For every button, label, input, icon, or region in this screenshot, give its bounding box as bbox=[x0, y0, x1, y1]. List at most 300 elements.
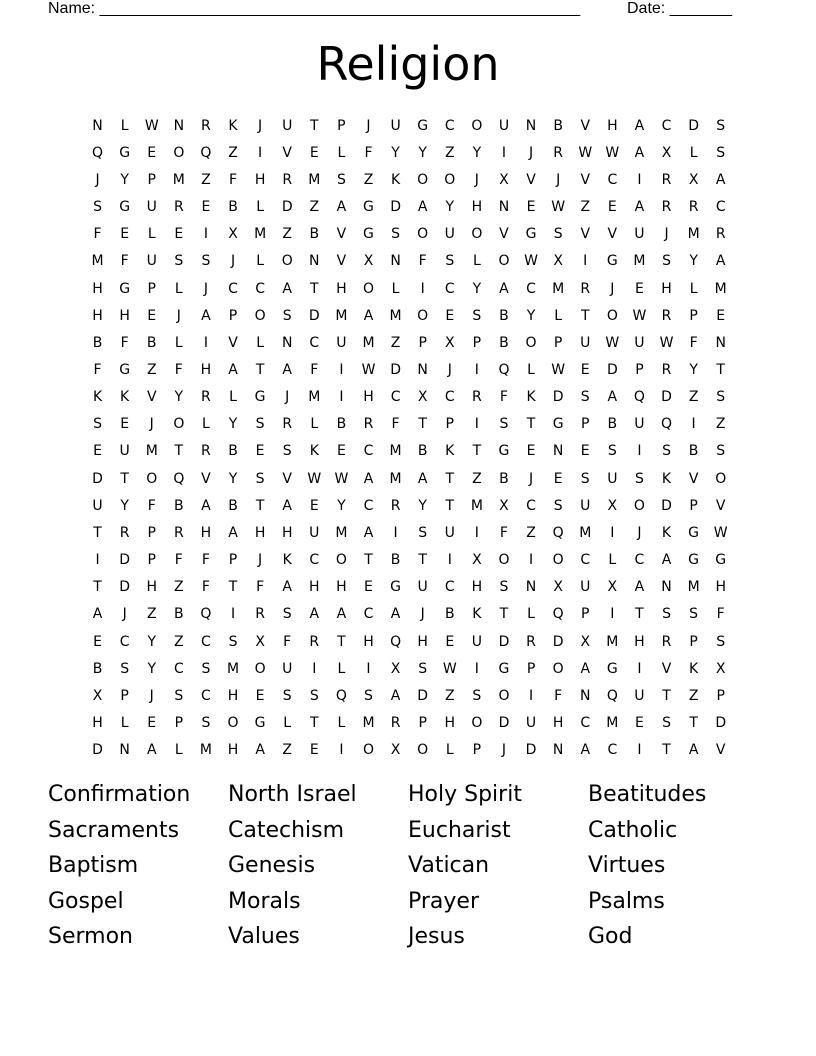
grid-letter: T bbox=[418, 552, 427, 569]
grid-letter: X bbox=[607, 579, 618, 596]
grid-letter: X bbox=[417, 389, 428, 406]
grid-letter: S bbox=[93, 416, 102, 433]
grid-letter: T bbox=[635, 606, 644, 623]
grid-letter: L bbox=[120, 715, 129, 732]
grid-letter: S bbox=[662, 443, 671, 460]
grid-letter: S bbox=[580, 470, 590, 487]
grid-letter: A bbox=[228, 361, 238, 378]
grid-letter: R bbox=[201, 117, 211, 134]
grid-letter: S bbox=[336, 171, 346, 188]
grid-letter: L bbox=[689, 144, 698, 161]
grid-letter: V bbox=[661, 660, 672, 677]
grid-letter: N bbox=[552, 443, 564, 460]
grid-letter: P bbox=[174, 715, 184, 732]
grid-letter: L bbox=[472, 253, 481, 270]
grid-letter: H bbox=[92, 307, 103, 324]
grid-letter: N bbox=[309, 253, 320, 270]
word-list-item: Catechism bbox=[228, 817, 345, 843]
grid-letter: P bbox=[553, 334, 563, 351]
grid-letter: S bbox=[716, 389, 726, 406]
grid-letter: A bbox=[201, 307, 211, 324]
grid-letter: K bbox=[445, 443, 455, 460]
grid-letter: G bbox=[606, 253, 618, 270]
grid-letter: G bbox=[119, 280, 131, 297]
word-list-item: Gospel bbox=[48, 888, 124, 914]
grid-letter: T bbox=[418, 416, 427, 433]
grid-letter: E bbox=[309, 497, 319, 514]
grid-letter: C bbox=[309, 334, 320, 351]
grid-letter: N bbox=[715, 334, 726, 351]
grid-letter: F bbox=[418, 253, 427, 270]
grid-letter: S bbox=[255, 416, 265, 433]
grid-letter: E bbox=[93, 443, 102, 460]
grid-letter: N bbox=[525, 117, 537, 134]
grid-letter: U bbox=[580, 579, 591, 596]
grid-letter: E bbox=[526, 443, 536, 460]
grid-letter: T bbox=[499, 606, 509, 623]
grid-letter: O bbox=[498, 552, 510, 569]
grid-letter: C bbox=[228, 280, 238, 297]
grid-letter: B bbox=[499, 470, 509, 487]
grid-letter: U bbox=[607, 470, 618, 487]
word-list-item: Values bbox=[228, 924, 300, 950]
grid-letter: L bbox=[445, 742, 454, 759]
grid-letter: N bbox=[119, 742, 130, 759]
grid-letter: M bbox=[579, 524, 592, 541]
grid-letter: E bbox=[364, 579, 373, 596]
grid-letter: U bbox=[444, 226, 455, 243]
grid-letter: P bbox=[689, 633, 698, 650]
grid-letter: C bbox=[390, 389, 401, 406]
grid-letter: U bbox=[580, 497, 591, 514]
grid-letter: M bbox=[606, 633, 619, 650]
grid-letter: X bbox=[553, 253, 563, 270]
grid-letter: M bbox=[172, 171, 185, 188]
grid-letter: W bbox=[307, 470, 322, 487]
header bbox=[48, 0, 748, 20]
grid-letter: U bbox=[146, 253, 157, 270]
grid-letter: R bbox=[173, 199, 184, 216]
grid-letter: F bbox=[364, 144, 373, 161]
grid-letter: V bbox=[688, 470, 699, 487]
grid-letter: C bbox=[444, 579, 455, 596]
grid-letter: P bbox=[445, 416, 454, 433]
grid-letter: P bbox=[228, 307, 238, 324]
grid-letter: A bbox=[634, 117, 645, 134]
grid-letter: G bbox=[119, 199, 131, 216]
grid-letter: T bbox=[716, 361, 725, 378]
grid-letter: Z bbox=[201, 171, 211, 188]
grid-letter: P bbox=[472, 742, 482, 759]
grid-letter: U bbox=[525, 715, 537, 732]
grid-letter: M bbox=[687, 226, 700, 243]
grid-letter: I bbox=[474, 660, 479, 677]
grid-letter: T bbox=[472, 443, 482, 460]
word-list-item: Sermon bbox=[48, 924, 133, 950]
grid-letter: Z bbox=[282, 226, 292, 243]
grid-letter: Q bbox=[661, 416, 673, 433]
grid-letter: S bbox=[499, 416, 509, 433]
grid-letter: X bbox=[607, 497, 618, 514]
grid-letter: Z bbox=[715, 416, 726, 433]
grid-letter: C bbox=[661, 117, 672, 134]
grid-letter: S bbox=[255, 470, 265, 487]
grid-letter: E bbox=[120, 416, 130, 433]
grid-letter: C bbox=[363, 497, 374, 514]
grid-letter: S bbox=[716, 443, 726, 460]
word-list-item: Sacraments bbox=[48, 817, 180, 843]
grid-letter: C bbox=[526, 497, 536, 514]
grid-letter: C bbox=[444, 280, 455, 297]
grid-letter: I bbox=[637, 171, 642, 188]
grid-letter: N bbox=[552, 742, 564, 759]
grid-letter: T bbox=[93, 579, 102, 596]
grid-letter: S bbox=[607, 443, 617, 460]
grid-letter: S bbox=[580, 389, 590, 406]
letter-grid bbox=[84, 112, 734, 764]
grid-letter: I bbox=[637, 742, 642, 759]
grid-letter: O bbox=[146, 470, 158, 487]
grid-letter: S bbox=[282, 307, 292, 324]
grid-letter: F bbox=[283, 633, 292, 650]
grid-letter: T bbox=[662, 687, 671, 704]
word-list-item: Beatitudes bbox=[588, 782, 707, 807]
grid-letter: S bbox=[282, 687, 292, 704]
grid-letter: O bbox=[525, 334, 537, 351]
grid-letter: C bbox=[607, 742, 618, 759]
grid-letter: S bbox=[716, 633, 726, 650]
grid-letter: S bbox=[662, 715, 671, 732]
grid-letter: A bbox=[634, 144, 645, 161]
grid-letter: P bbox=[581, 416, 590, 433]
grid-letter: E bbox=[309, 742, 319, 759]
grid-letter: V bbox=[282, 470, 292, 487]
grid-letter: P bbox=[472, 334, 482, 351]
grid-letter: H bbox=[552, 715, 564, 732]
grid-letter: K bbox=[120, 389, 130, 406]
grid-letter: H bbox=[309, 579, 320, 596]
grid-letter: H bbox=[471, 199, 483, 216]
grid-letter: G bbox=[363, 226, 374, 243]
grid-letter: Y bbox=[418, 144, 427, 161]
grid-letter: T bbox=[120, 470, 129, 487]
grid-letter: N bbox=[661, 579, 672, 596]
grid-letter: I bbox=[339, 742, 344, 759]
grid-letter: G bbox=[498, 660, 510, 677]
grid-letter: W bbox=[524, 253, 538, 270]
grid-letter: C bbox=[201, 633, 211, 650]
grid-letter: A bbox=[146, 742, 157, 759]
grid-letter: I bbox=[420, 280, 425, 297]
grid-letter: J bbox=[149, 687, 154, 704]
grid-letter: S bbox=[418, 524, 428, 541]
grid-letter: C bbox=[526, 280, 536, 297]
grid-letter: T bbox=[689, 715, 698, 732]
grid-letter: O bbox=[633, 497, 645, 514]
grid-letter: F bbox=[93, 361, 102, 378]
grid-letter: U bbox=[390, 117, 401, 134]
grid-letter: L bbox=[174, 334, 183, 351]
grid-letter: Y bbox=[689, 361, 698, 378]
grid-letter: K bbox=[689, 660, 699, 677]
grid-letter: L bbox=[256, 199, 265, 216]
grid-letter: E bbox=[445, 633, 455, 650]
grid-letter: J bbox=[637, 524, 642, 541]
grid-letter: B bbox=[688, 443, 699, 460]
grid-letter: S bbox=[418, 660, 428, 677]
grid-letter: I bbox=[474, 524, 479, 541]
grid-letter: I bbox=[258, 144, 263, 161]
grid-letter: N bbox=[281, 334, 293, 351]
grid-letter: E bbox=[634, 715, 644, 732]
grid-letter: C bbox=[715, 199, 726, 216]
grid-letter: X bbox=[390, 660, 401, 677]
grid-letter: J bbox=[258, 552, 263, 569]
grid-letter: C bbox=[580, 715, 591, 732]
grid-letter: Q bbox=[552, 524, 564, 541]
grid-letter: M bbox=[362, 715, 375, 732]
grid-letter: E bbox=[174, 226, 184, 243]
grid-letter: B bbox=[174, 606, 184, 623]
grid-letter: Q bbox=[335, 687, 347, 704]
grid-letter: C bbox=[580, 552, 591, 569]
grid-letter: O bbox=[227, 715, 239, 732]
grid-letter: Q bbox=[173, 470, 185, 487]
grid-letter: Q bbox=[390, 633, 402, 650]
grid-letter: U bbox=[282, 660, 293, 677]
grid-letter: Q bbox=[92, 144, 104, 161]
grid-letter: J bbox=[501, 742, 507, 759]
grid-letter: V bbox=[526, 171, 536, 188]
grid-letter: H bbox=[200, 524, 212, 541]
grid-letter: I bbox=[583, 253, 588, 270]
grid-letter: B bbox=[444, 606, 455, 623]
grid-letter: E bbox=[336, 443, 346, 460]
grid-letter: F bbox=[120, 334, 129, 351]
grid-letter: D bbox=[715, 715, 727, 732]
grid-letter: V bbox=[580, 171, 591, 188]
grid-letter: Z bbox=[282, 742, 292, 759]
grid-letter: V bbox=[580, 117, 591, 134]
grid-letter: R bbox=[390, 497, 401, 514]
grid-letter: I bbox=[393, 524, 398, 541]
grid-letter: Y bbox=[120, 171, 129, 188]
grid-letter: J bbox=[176, 307, 181, 324]
grid-letter: H bbox=[200, 361, 212, 378]
grid-letter: V bbox=[336, 253, 347, 270]
grid-letter: O bbox=[281, 253, 293, 270]
grid-letter: G bbox=[254, 389, 266, 406]
grid-letter: Z bbox=[526, 524, 536, 541]
grid-letter: L bbox=[229, 389, 237, 406]
grid-letter: E bbox=[201, 199, 211, 216]
grid-letter: R bbox=[526, 633, 536, 650]
grid-letter: Z bbox=[309, 199, 320, 216]
grid-letter: D bbox=[498, 715, 510, 732]
grid-letter: C bbox=[363, 606, 374, 623]
grid-letter: Y bbox=[147, 660, 157, 677]
grid-letter: I bbox=[366, 660, 371, 677]
grid-letter: D bbox=[525, 742, 537, 759]
grid-letter: Y bbox=[391, 144, 400, 161]
grid-letter: K bbox=[390, 171, 401, 188]
grid-letter: W bbox=[551, 199, 566, 216]
grid-letter: T bbox=[174, 443, 184, 460]
grid-letter: P bbox=[147, 524, 156, 541]
grid-letter: L bbox=[147, 226, 156, 243]
grid-letter: T bbox=[662, 742, 671, 759]
word-list-item: Prayer bbox=[408, 888, 480, 914]
grid-letter: O bbox=[552, 552, 564, 569]
grid-letter: S bbox=[662, 253, 671, 270]
grid-letter: R bbox=[661, 307, 672, 324]
grid-letter: T bbox=[580, 307, 590, 324]
grid-letter: O bbox=[417, 171, 429, 188]
grid-letter: W bbox=[605, 144, 620, 161]
grid-letter: E bbox=[445, 307, 455, 324]
grid-letter: A bbox=[282, 497, 292, 514]
grid-letter: W bbox=[551, 361, 566, 378]
grid-letter: A bbox=[634, 579, 645, 596]
grid-letter: L bbox=[337, 144, 346, 161]
grid-letter: K bbox=[661, 470, 672, 487]
grid-letter: I bbox=[637, 443, 642, 460]
grid-letter: P bbox=[120, 687, 129, 704]
grid-letter: Z bbox=[444, 144, 455, 161]
grid-letter: Y bbox=[120, 497, 129, 514]
grid-letter: M bbox=[687, 579, 700, 596]
grid-letter: C bbox=[634, 552, 645, 569]
grid-letter: E bbox=[580, 361, 590, 378]
grid-letter: P bbox=[418, 334, 427, 351]
grid-letter: Z bbox=[146, 606, 157, 623]
grid-letter: C bbox=[119, 633, 130, 650]
grid-letter: O bbox=[254, 660, 266, 677]
grid-letter: A bbox=[363, 307, 374, 324]
grid-letter: H bbox=[281, 524, 293, 541]
grid-letter: E bbox=[716, 307, 726, 324]
grid-letter: J bbox=[447, 361, 452, 378]
grid-letter: C bbox=[444, 117, 455, 134]
grid-letter: R bbox=[282, 171, 293, 188]
word-list bbox=[48, 779, 768, 957]
grid-letter: C bbox=[444, 389, 455, 406]
grid-letter: O bbox=[254, 307, 266, 324]
grid-letter: O bbox=[498, 687, 510, 704]
grid-letter: D bbox=[119, 552, 131, 569]
grid-letter: X bbox=[92, 687, 103, 704]
grid-letter: H bbox=[417, 633, 428, 650]
grid-letter: X bbox=[363, 253, 374, 270]
grid-letter: Q bbox=[606, 687, 618, 704]
grid-letter: R bbox=[201, 443, 211, 460]
grid-letter: V bbox=[146, 389, 157, 406]
grid-letter: I bbox=[203, 334, 208, 351]
grid-letter: G bbox=[119, 144, 131, 161]
grid-letter: F bbox=[499, 389, 508, 406]
grid-letter: T bbox=[93, 524, 102, 541]
grid-letter: B bbox=[336, 416, 347, 433]
grid-letter: G bbox=[552, 416, 564, 433]
grid-letter: H bbox=[661, 280, 672, 297]
grid-letter: R bbox=[661, 633, 672, 650]
grid-letter: E bbox=[147, 144, 157, 161]
grid-letter: E bbox=[607, 199, 617, 216]
grid-letter: T bbox=[337, 633, 346, 650]
grid-letter: C bbox=[255, 280, 265, 297]
grid-letter: I bbox=[230, 606, 236, 623]
grid-letter: X bbox=[444, 334, 455, 351]
grid-letter: P bbox=[337, 117, 346, 134]
grid-letter: H bbox=[634, 633, 645, 650]
grid-letter: X bbox=[553, 579, 563, 596]
grid-letter: D bbox=[92, 742, 103, 759]
grid-letter: Z bbox=[688, 687, 699, 704]
grid-letter: N bbox=[417, 361, 428, 378]
grid-letter: K bbox=[228, 117, 238, 134]
grid-letter: P bbox=[581, 606, 590, 623]
grid-letter: O bbox=[362, 742, 374, 759]
grid-letter: F bbox=[689, 334, 698, 351]
grid-letter: J bbox=[528, 470, 534, 487]
grid-letter: F bbox=[391, 416, 400, 433]
grid-letter: R bbox=[688, 199, 699, 216]
grid-letter: F bbox=[499, 524, 508, 541]
grid-letter: G bbox=[390, 579, 401, 596]
grid-letter: N bbox=[390, 253, 401, 270]
grid-letter: I bbox=[637, 660, 642, 677]
word-list-item: Holy Spirit bbox=[408, 782, 522, 807]
grid-letter: K bbox=[282, 552, 292, 569]
grid-letter: I bbox=[691, 416, 696, 433]
grid-letter: H bbox=[336, 579, 347, 596]
grid-letter: D bbox=[281, 199, 293, 216]
grid-letter: R bbox=[553, 144, 563, 161]
grid-letter: E bbox=[580, 443, 590, 460]
grid-letter: F bbox=[716, 606, 725, 623]
grid-letter: E bbox=[147, 307, 157, 324]
grid-letter: P bbox=[635, 361, 644, 378]
grid-letter: D bbox=[661, 389, 672, 406]
grid-letter: L bbox=[174, 280, 183, 297]
grid-letter: H bbox=[119, 307, 130, 324]
grid-letter: P bbox=[689, 497, 698, 514]
grid-letter: E bbox=[93, 633, 102, 650]
grid-letter: R bbox=[363, 416, 374, 433]
grid-letter: A bbox=[715, 253, 726, 270]
grid-letter: H bbox=[92, 280, 103, 297]
grid-letter: X bbox=[472, 552, 482, 569]
grid-letter: Z bbox=[390, 334, 401, 351]
grid-letter: J bbox=[366, 117, 371, 134]
grid-letter: S bbox=[472, 307, 482, 324]
grid-letter: P bbox=[147, 171, 156, 188]
grid-letter: V bbox=[607, 226, 618, 243]
grid-letter: E bbox=[147, 715, 157, 732]
grid-letter: Y bbox=[337, 497, 346, 514]
grid-letter: T bbox=[255, 497, 265, 514]
grid-letter: R bbox=[119, 524, 130, 541]
grid-letter: T bbox=[445, 470, 455, 487]
grid-letter: U bbox=[119, 443, 130, 460]
grid-letter: P bbox=[147, 280, 156, 297]
grid-letter: X bbox=[661, 144, 672, 161]
grid-letter: A bbox=[417, 470, 428, 487]
grid-letter: U bbox=[146, 199, 157, 216]
grid-letter: H bbox=[336, 280, 347, 297]
grid-letter: U bbox=[444, 524, 455, 541]
grid-letter: T bbox=[364, 552, 373, 569]
